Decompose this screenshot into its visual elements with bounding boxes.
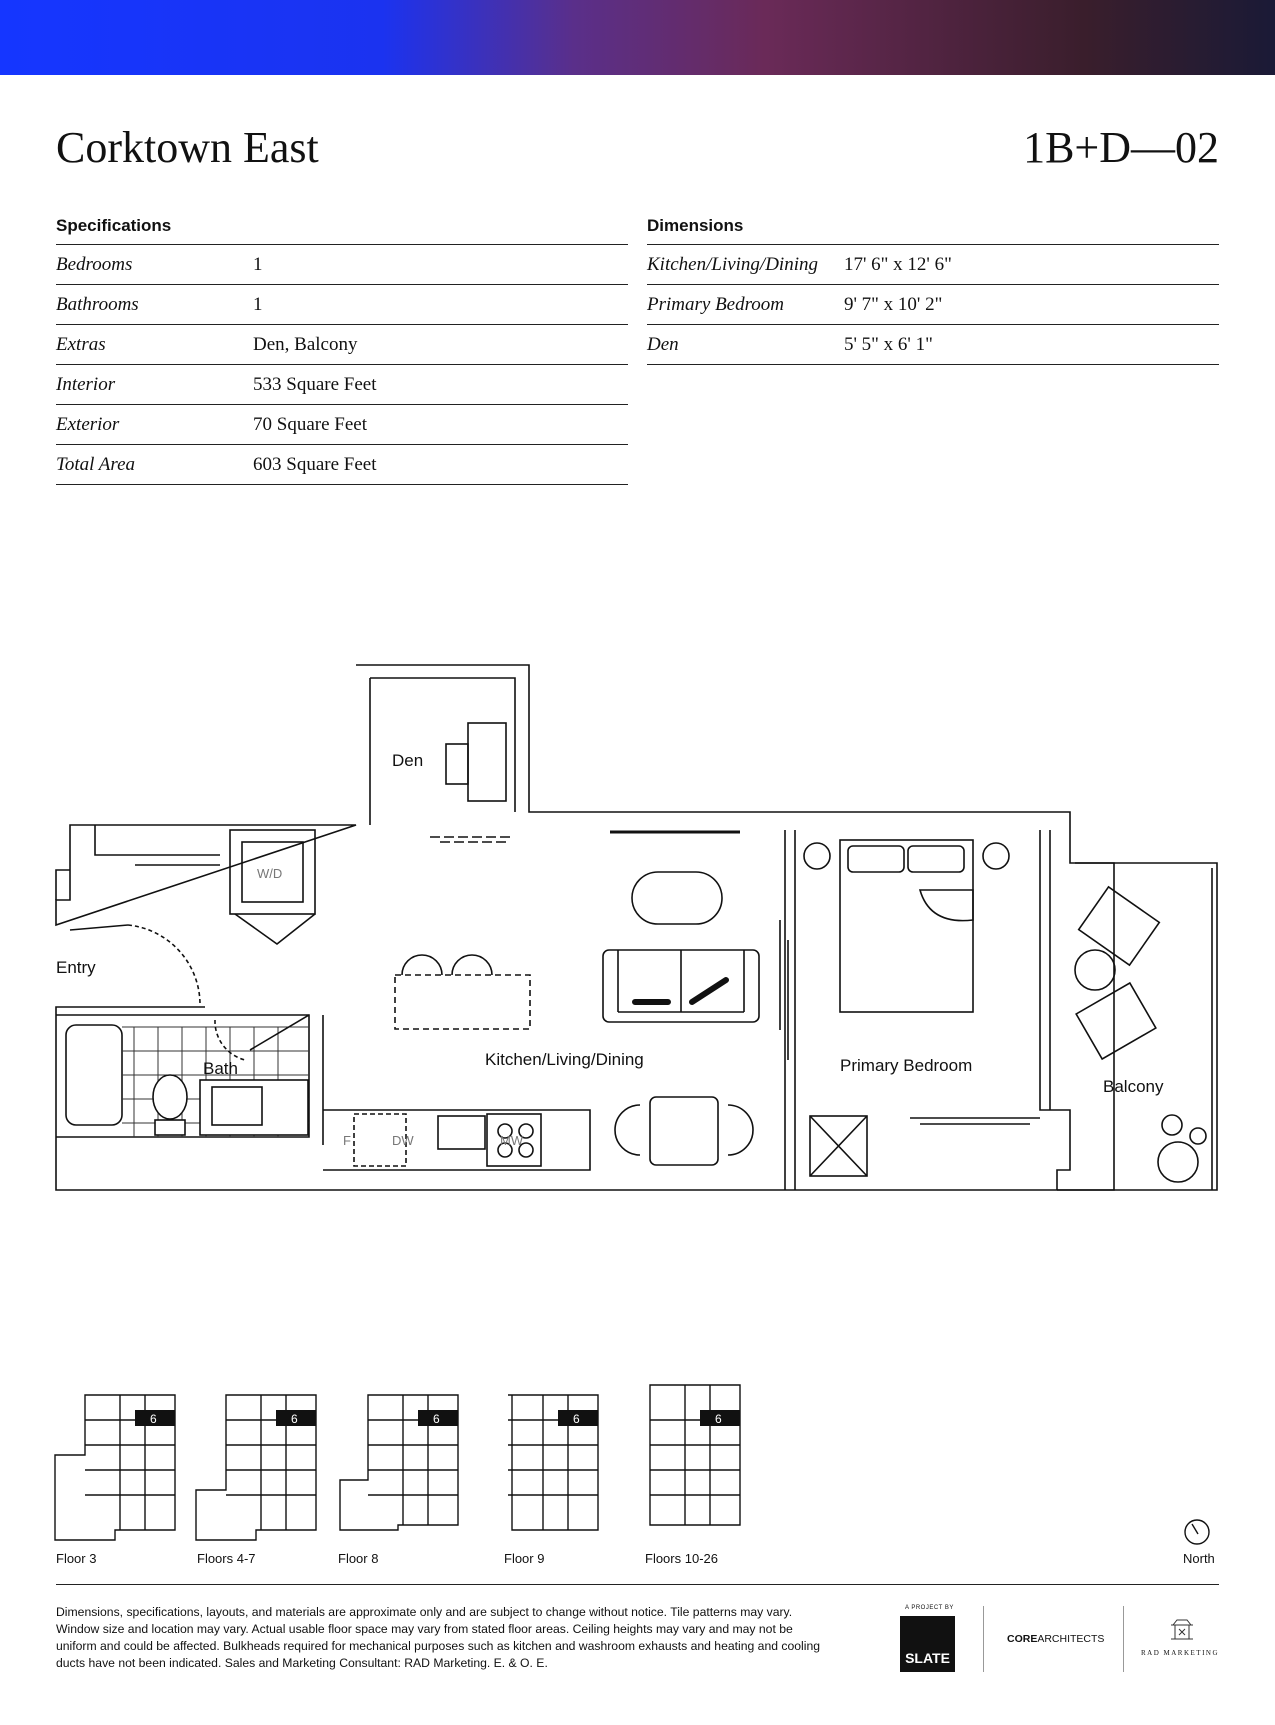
north-arrow-icon [1183,1518,1211,1546]
spec-row: Bedrooms 1 [56,245,628,285]
balcony-outline [1057,863,1217,1190]
slate-caption: A PROJECT BY [905,1605,954,1611]
specifications-heading: Specifications [56,212,628,245]
toilet-tank [155,1120,185,1135]
logo-divider [1123,1606,1124,1672]
kitchen-sink [438,1116,485,1149]
keyplan-label: Floors 4-7 [197,1551,256,1566]
kitchen-island [395,975,530,1029]
spec-row: Exterior 70 Square Feet [56,405,628,445]
key-plans [50,1375,1230,1575]
disclaimer-text: Dimensions, specifications, layouts, and materials are approximate only and are subject to change without notice. Tile patterns may vary. Window size and location may vary. Actual usable floor space may vary from stated floor areas. Ceiling heights may vary and may not be uniform and could be affected. Bulkheads required for mechanical purposes such as kitchen and washroom exhausts and heating and cooling ducts have not been indicated. Sales and Marketing Consultant: RAD Marketing. E. & O. E. [56,1605,821,1670]
nightstand-lamp [983,843,1009,869]
bedroom-wall [1040,830,1070,1190]
outer-wall [56,870,70,900]
header-gradient-bar [0,0,1275,75]
bedroom-sliding-door [780,920,788,1060]
slate-logo: SLATE [900,1616,955,1672]
lounge-chair [1079,887,1160,965]
entry-door-swing [128,925,200,1005]
appliance-label-fridge: F [343,1133,351,1148]
room-label-balcony: Balcony [1103,1077,1164,1096]
keyplan-label: Floors 10-26 [645,1551,718,1566]
spec-row: Bathrooms 1 [56,285,628,325]
entry-door [70,925,128,930]
pillow [908,846,964,872]
laundry-door [235,914,315,944]
unit-code: 1B+D—02 [1023,123,1219,172]
den-sliding-door [430,837,510,842]
rad-marketing-icon [1167,1617,1197,1643]
keyplan-label: Floor 3 [56,1551,97,1566]
dimension-row: Kitchen/Living/Dining 17' 6" x 12' 6" [647,245,1219,285]
unit-marker: 6 [715,1412,722,1426]
dimensions-table [647,212,1219,365]
den-desk [468,723,506,801]
nightstand-lamp [804,843,830,869]
spec-row: Interior 533 Square Feet [56,365,628,405]
sink [212,1087,262,1125]
keyplan-label: Floor 8 [338,1551,379,1566]
bed [840,840,973,1012]
closet-x [810,1116,867,1176]
appliance-label-dishwasher: DW [392,1133,414,1148]
dimensions-heading: Dimensions [647,212,1219,245]
bathtub [66,1025,122,1125]
unit-marker: 6 [291,1412,298,1426]
kitchen-counter [323,1110,590,1170]
room-label-primary-bedroom: Primary Bedroom [840,1056,973,1075]
north-label: North [1183,1551,1215,1566]
bed-sheet-fold [920,890,973,921]
pillow [848,846,904,872]
bar-stool [402,955,492,975]
toilet [153,1075,187,1119]
dining-chair [615,1105,753,1155]
footer-divider [56,1584,1219,1585]
bath-door [250,1015,309,1050]
dimension-row: Den 5' 5" x 6' 1" [647,325,1219,365]
spec-row: Extras Den, Balcony [56,325,628,365]
closet-sliding-door [910,1118,1040,1124]
unit-marker: 6 [433,1412,440,1426]
room-label-entry: Entry [56,958,96,977]
den-inner-wall [370,678,515,812]
dimension-row: Primary Bedroom 9' 7" x 10' 2" [647,285,1219,325]
ottoman [632,872,722,924]
room-label-den: Den [392,751,424,770]
floor-plan [40,650,1240,1210]
keyplan-label: Floor 9 [504,1551,545,1566]
spec-row: Total Area 603 Square Feet [56,445,628,485]
rad-marketing-logo: RAD MARKETING [1141,1649,1220,1657]
room-label-kitchen-living-dining: Kitchen/Living/Dining [485,1050,644,1069]
closet-wall [95,825,220,855]
den-chair [446,744,468,784]
lounge-chair [1076,983,1156,1059]
plant [1162,1115,1182,1135]
plant [1190,1128,1206,1144]
unit-marker: 6 [573,1412,580,1426]
project-title: Corktown East [56,123,319,172]
appliance-label-washer-dryer: W/D [257,866,283,881]
logo-divider [983,1606,984,1672]
room-label-bath: Bath [203,1059,238,1078]
specifications-table [56,212,628,485]
dining-table [650,1097,718,1165]
side-table [1075,950,1115,990]
unit-marker: 6 [150,1412,157,1426]
plant [1158,1142,1198,1182]
keyplan-floors-10-26 [650,1385,740,1525]
appliance-label-microwave: MW [500,1133,524,1148]
core-architects-logo: COREARCHITECTS [1007,1633,1105,1645]
bedroom-wall [785,830,795,1190]
